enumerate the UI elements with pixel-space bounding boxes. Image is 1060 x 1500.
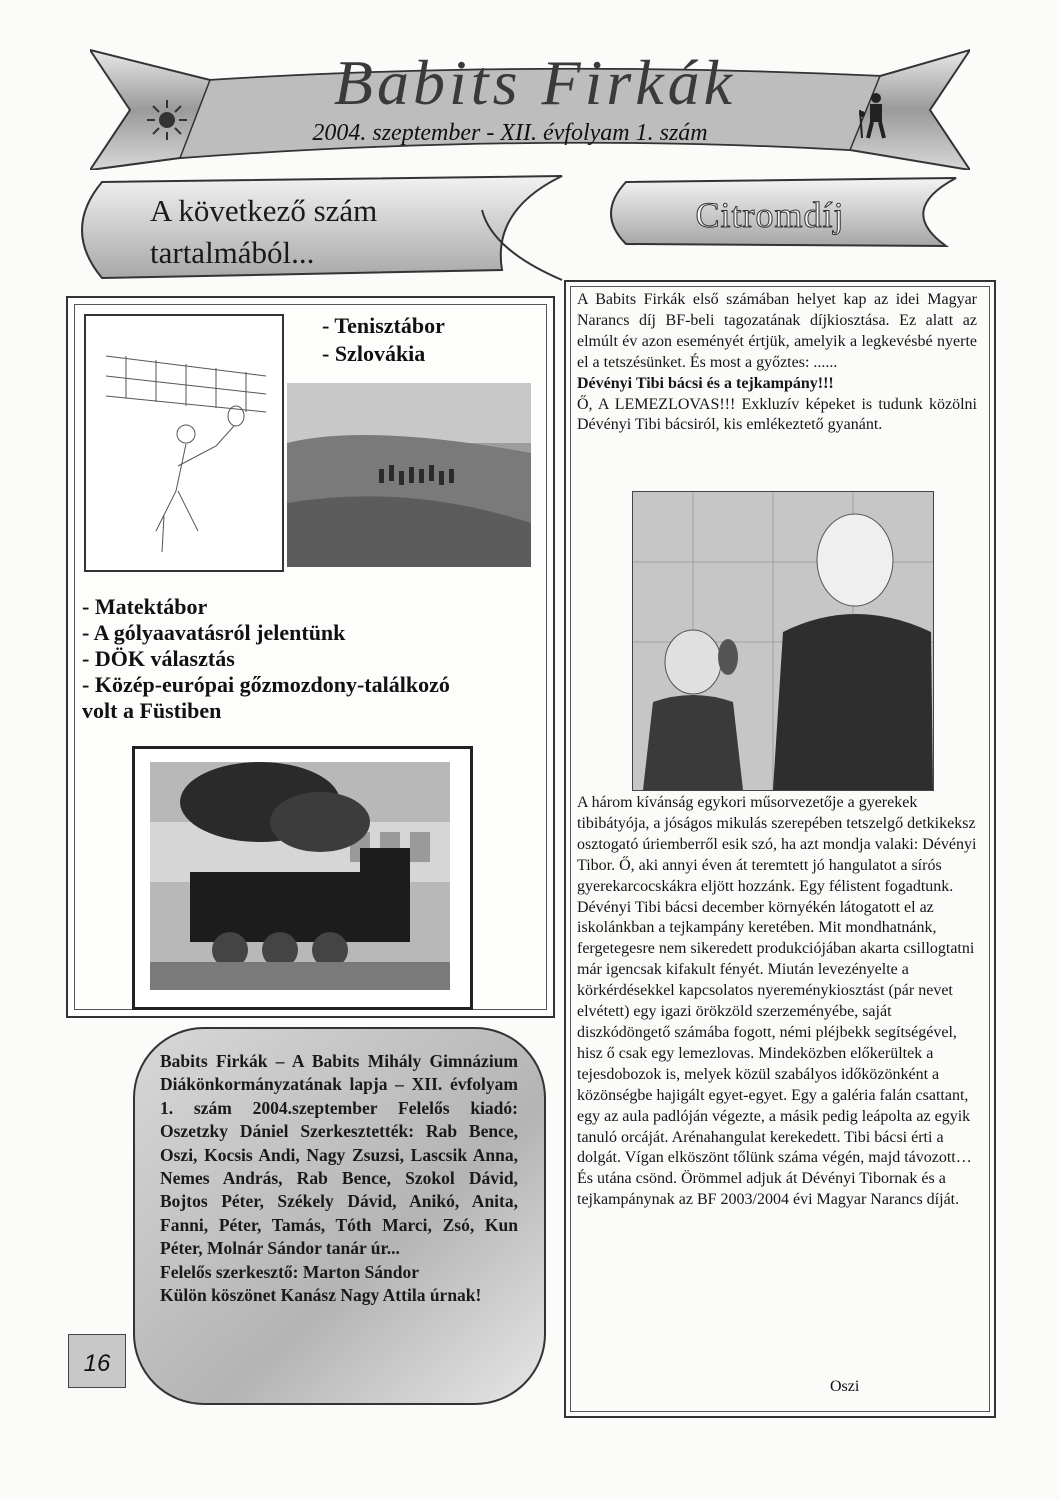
tennis-drawing — [84, 314, 284, 572]
impressum-main: Babits Firkák – A Babits Mihály Gimnázium Diákönkormányzatának lapja – XII. évfolyam 1. szám 2004.szeptember Felelős kiadó: Oszetzky Dániel Szerkesztették: Rab Bence, Oszi, Kocsis Andi, Nagy Zsuzsi, Lascsik Anna, Nemes András, Rab Bence, Szokol Dávid, Bojtos Péter, Székely Dávid, Anikó, Anita, Fanni, Péter, Tamás, Tóth Marci, Zsó, Kun Péter, Molnár Sándor tanár úr... — [160, 1051, 518, 1259]
preview-item: - Szlovákia — [322, 341, 426, 366]
article-intro-text: A Babits Firkák első számában helyet kap az idei Magyar Narancs díj BF-beli tagozatának díjkiosztása. Ez alatt az elmúlt év azon eseményét értjük, amelyik a legkevésbé nyerte el a tetszésünket. És most a győztes: ...... — [577, 291, 977, 371]
preview-item: - DÖK választás — [82, 646, 235, 671]
article-body — [577, 793, 981, 1211]
article-header: Citromdíj — [695, 195, 845, 235]
preview-header: A következő szám tartalmából... — [150, 193, 378, 270]
impressum-thanks: Külön köszönet Kanász Nagy Attila úrnak! — [160, 1285, 482, 1306]
preview-item: - Közép-európai gőzmozdony-találkozó — [82, 672, 450, 697]
masthead-title: Babits Firkák — [333, 47, 737, 118]
preview-item: - Tenisztábor — [322, 313, 445, 338]
preview-item: volt a Füstiben — [82, 698, 222, 723]
preview-top-list — [322, 312, 445, 368]
article-intro-text-2: Ő, A LEMEZLOVAS!!! Exkluzív képeket is tudunk közölni Dévényi Tibi bácsiról, kis emlékeztető gyanánt. — [577, 395, 977, 434]
slovakia-photo — [287, 383, 531, 567]
page-number: 16 — [68, 1334, 126, 1388]
article-body-1: A három kívánság egykori műsorvezetője a gyerekek tibibátyója, a jóságos mikulás szerepében tetszelgő detkikeksz osztogató úriemberről esik szó, ha azt mondja valaki: Dévényi Tibor. Ő, aki annyi éven át teremtett jó hangulatot a sírós gyerekarcocskákra eljött hozzánk. Egy félistent fogadtunk. — [577, 794, 977, 895]
masthead-subtitle: 2004. szeptember - XII. évfolyam 1. szám — [312, 120, 708, 146]
preview-list — [82, 594, 522, 724]
article-highlight: Dévényi Tibi bácsi és a tejkampány!!! — [577, 374, 834, 392]
article-signature: Oszi — [830, 1378, 860, 1395]
article-body-2: Dévényi Tibi bácsi december környékén látogatott el az iskolánkban a tejkampány keretében. Mit mondhatnánk, fergetegesre nem sikeredett produkciójában akarta csillogtatni már igencsak kifakult fényét. Miután levezényelte a körkérdésekkel kapcsolatos nyereménykiosztást (pár nevet elvétett) egy igazi örökzöld szerzeményébe, saját diszkódöngető számába fogott, némi pléjbekk segítségével, hisz ő csak egy lemezlovas. Mindeközben előkerültek a tejesdobozok is, melyek közül szabályos időközönként a közönségbe hajigált egyet-egyet. Egy a galéria falán csattant, egy az aula padlóján végezte, a másik pedig leápolta az egyik tanuló orcáját. Arénahangulat kerekedett. Tibi bácsi érti a dolgát. Vígan elköszönt tőlünk száma végén, majd távozott… És utána csönd. Örömmel adjuk át Dévényi Tibornak és a tejkampánynak az BF 2003/2004 évi Magyar Narancs díját. — [577, 898, 975, 1209]
devenyi-photo — [632, 491, 934, 791]
impressum-text — [160, 1050, 518, 1307]
article-intro — [577, 290, 977, 436]
train-photo — [150, 762, 450, 990]
impressum-editor: Felelős szerkesztő: Marton Sándor — [160, 1261, 420, 1282]
preview-item: - Matektábor — [82, 594, 208, 619]
preview-item: - A gólyaavatásról jelentünk — [82, 620, 346, 645]
